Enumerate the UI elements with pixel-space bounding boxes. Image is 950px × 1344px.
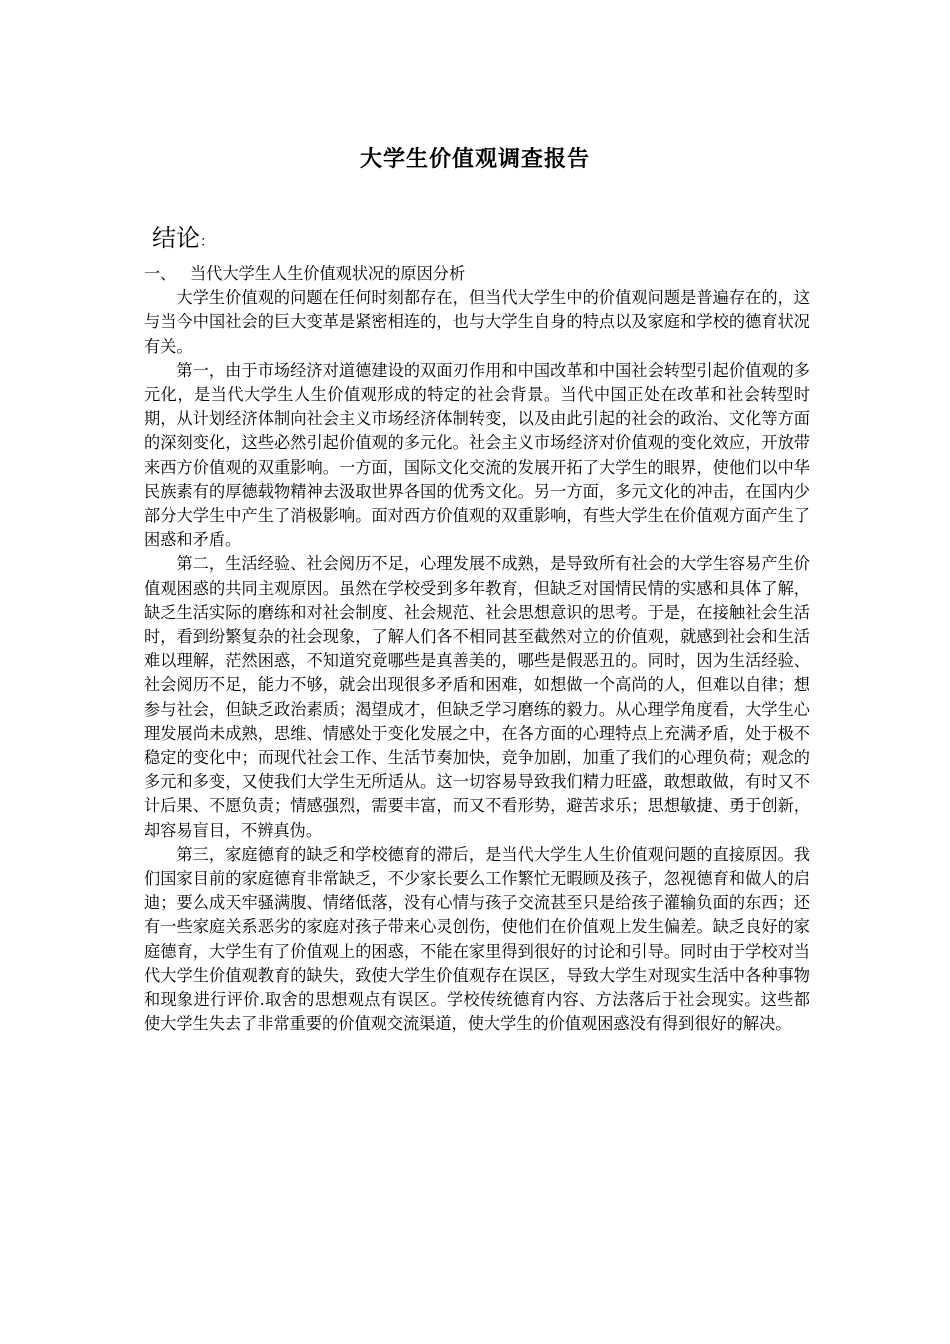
document-title: 大学生价值观调查报告 [359,147,590,172]
section-heading [144,262,810,286]
paragraph-first-reason: 第一，由于市场经济对道德建设的双面刃作用和中国改革和中国社会转型引起价值观的多元化，是当代大学生人生价值观形成的特定的社会背景。当代中国正处在改革和社会转型时期，从计划经济体制向社会主义市场经济体制转变，以及由此引起的社会的政治、文化等方面的深刻变化，这些必然引起价值观的多元化。社会主义市场经济对价值观的变化效应，开放带来西方价值观的双重影响。一方面，国际文化交流的发展开拓了大学生的眼界，使他们以中华民族素有的厚德载物精神去汲取世界各国的优秀文化。另一方面，多元文化的冲击，在国内少部分大学生中产生了消极影响。面对西方价值观的双重影响，有些大学生在价值观方面产生了困惑和矛盾。 [144,360,810,550]
conclusion-heading [152,218,214,253]
conclusion-heading-text: 结论 [152,224,200,252]
conclusion-heading-colon: ： [200,234,214,250]
paragraph-intro: 大学生价值观的问题在任何时刻都存在，但当代大学生中的价值观问题是普遍存在的，这与当今中国社会的巨大变革是紧密相连的，也与大学生自身的特点以及家庭和学校的德育状况有关。 [144,288,810,356]
paragraph-second-reason: 第二，生活经验、社会阅历不足，心理发展不成熟，是导致所有社会的大学生容易产生价值观困惑的共同主观原因。虽然在学校受到多年教育，但缺乏对国情民情的实感和具体了解，缺乏生活实际的磨练和对社会制度、社会规范、社会思想意识的思考。于是，在接触社会生活时，看到纷繁复杂的社会现象，了解人们各不相同甚至截然对立的价值观，就感到社会和生活难以理解，茫然困惑，不知道究竟哪些是真善美的，哪些是假恶丑的。同时，因为生活经验、社会阅历不足，能力不够，就会出现很多矛盾和困难，如想做一个高尚的人，但难以自律；想参与社会，但缺乏政治素质；渴望成才，但缺乏学习磨练的毅力。从心理学角度看，大学生心理发展尚未成熟，思维、情感处于变化发展之中，在各方面的心理特点上充满矛盾，处于极不稳定的变化中；而现代社会工作、生活节奏加快，竞争加剧，加重了我们的心理负荷；观念的多元和多变，又使我们大学生无所适从。这一切容易导致我们精力旺盛，敢想敢做，有时又不计后果、不愿负责；情感强烈，需要丰富，而又不看形势，避苦求乐；思想敏捷、勇于创新，却容易盲目，不辨真伪。 [144,554,810,840]
document-body [144,262,810,1037]
section-number: 一、 [144,264,177,283]
paragraph-third-reason: 第三，家庭德育的缺乏和学校德育的滞后，是当代大学生人生价值观问题的直接原因。我们国家目前的家庭德育非常缺乏，不少家长要么工作繁忙无暇顾及孩子，忽视德育和做人的启迪；要么成天牢骚满腹、情绪低落，没有心情与孩子交流甚至只是给孩子灌输负面的东西；还有一些家庭关系恶劣的家庭对孩子带来心灵创伤，使他们在价值观上发生偏差。缺乏良好的家庭德育，大学生有了价值观上的困惑，不能在家里得到很好的讨论和引导。同时由于学校对当代大学生价值观教育的缺失，致使大学生价值观存在误区，导致大学生对现实生活中各种事物和现象进行评价.取舍的思想观点有误区。学校传统德育内容、方法落后于社会现实。这些都使大学生失去了非常重要的价值观交流渠道，使大学生的价值观困惑没有得到很好的解决。 [144,844,810,1034]
section-heading-text: 当代大学生人生价值观状况的原因分析 [190,264,466,283]
